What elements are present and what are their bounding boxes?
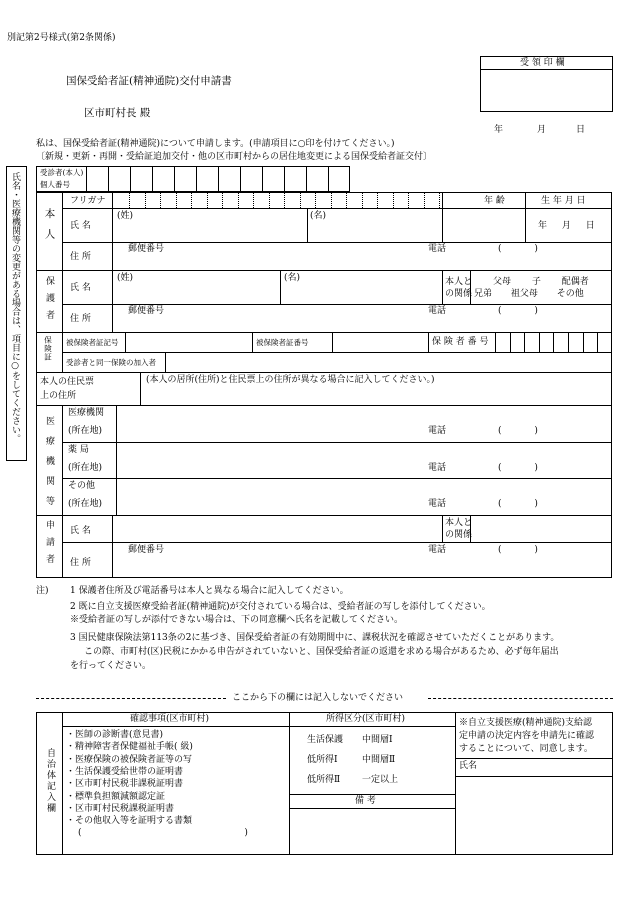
insurer-digit-divider bbox=[583, 332, 584, 352]
furigana-input[interactable] bbox=[113, 193, 441, 207]
guardian-relation-label1: 本人と bbox=[445, 277, 473, 287]
note-3: 3 国民健康保険法第113条の2に基づき、国保受給者証の有効期間中に、課税状況を確認させていただくことがあります。 bbox=[70, 633, 560, 643]
confirm-item: ・医療保険の被保険者証等の写 bbox=[66, 754, 193, 765]
office-side-label: 自治体記入欄 bbox=[45, 748, 55, 814]
medical-section-label: 医療機関等 bbox=[44, 416, 54, 516]
receipt-stamp-label: 受 領 印 欄 bbox=[520, 58, 565, 68]
insurance-card-symbol-label: 被保険者証記号 bbox=[66, 338, 119, 347]
confirm-item: ・生活保護受給世帯の証明書 bbox=[66, 766, 184, 777]
applicant-relation-label1: 本人と bbox=[445, 518, 473, 528]
guardian-postal-label: 郵便番号 bbox=[128, 306, 165, 316]
confirm-item: ・精神障害者保健福祉手帳( 級) bbox=[66, 742, 193, 753]
applicant-section-label: 申請者 bbox=[44, 520, 54, 571]
applicant-name-label: 氏 名 bbox=[70, 526, 91, 536]
medical-phone-paren[interactable]: ( ) bbox=[498, 499, 538, 509]
side-note: 氏名・医療機関等の変更がある場合は、項目に○をしてください。 bbox=[10, 172, 20, 443]
date-month: 月 bbox=[537, 125, 547, 135]
insurer-digit-divider bbox=[510, 332, 511, 352]
medical-institution-input[interactable] bbox=[117, 406, 417, 438]
medical-row-sub: (所在地) bbox=[68, 463, 103, 473]
patient-section-label: 本人 bbox=[43, 208, 56, 249]
birthdate-label: 生 年 月 日 bbox=[541, 196, 586, 206]
note-3b: この際、市町村(区)民税にかかる申告がされていないと、国保受給者証の返還を求める場合があるため、必ず毎年届出 bbox=[84, 647, 559, 657]
patient-id-label: 受診者(本人) bbox=[40, 168, 84, 177]
insurer-digit-divider bbox=[553, 332, 554, 352]
intro-text: 私は、国保受給者証(精神通院)について申請します。(申請項目に○印を付けてください。) bbox=[36, 139, 395, 149]
medical-row-sub: (所在地) bbox=[68, 499, 103, 509]
patient-address-label: 住 所 bbox=[70, 252, 91, 262]
application-options[interactable]: 〔新規・更新・再開・受給証追加交付・他の区市町村からの居住地変更による国保受給者証交付〕 bbox=[36, 152, 433, 162]
patient-mei-label: (名) bbox=[310, 211, 327, 221]
guardian-section-label: 保護者 bbox=[44, 276, 54, 327]
insurer-digit-divider bbox=[539, 332, 540, 352]
income-category[interactable]: 中間層Ⅱ bbox=[362, 755, 396, 765]
confirm-item: ・標準負担額減額認定証 bbox=[66, 791, 166, 802]
patient-phone-paren[interactable]: ( ) bbox=[498, 244, 538, 254]
date-day: 日 bbox=[576, 125, 586, 135]
applicant-relation-label2: の関係 bbox=[445, 530, 473, 540]
guardian-relation-label2: の関係 bbox=[445, 289, 473, 299]
medical-row-label: 医療機関 bbox=[68, 408, 105, 418]
patient-phone-label: 電話 bbox=[428, 244, 447, 254]
guardian-mei-label: (名) bbox=[284, 273, 301, 283]
consent-name-label: 氏名 bbox=[459, 761, 478, 771]
note-3c: を行ってください。 bbox=[70, 661, 152, 671]
insurance-section-label: 保険証 bbox=[43, 336, 53, 362]
medical-row-sub: (所在地) bbox=[68, 426, 103, 436]
notes-prefix: 注) bbox=[36, 586, 49, 596]
applicant-phone-label: 電話 bbox=[428, 545, 447, 555]
medical-phone-label: 電話 bbox=[428, 499, 447, 509]
note-1: 1 保護者住所及び電話番号は本人と異なる場合に記入してください。 bbox=[70, 586, 349, 596]
medical-institution-input[interactable] bbox=[117, 443, 417, 475]
medical-row-label: 薬 局 bbox=[68, 445, 89, 455]
addressee: 区市町村長 殿 bbox=[84, 107, 151, 119]
consent-line2: 定申請の決定内容を申請先に確認 bbox=[459, 731, 595, 741]
age-input[interactable] bbox=[443, 209, 524, 241]
furigana-label: フリガナ bbox=[70, 196, 106, 206]
form-id: 別記第2号様式(第2条関係) bbox=[7, 33, 116, 43]
medical-institution-input[interactable] bbox=[117, 479, 417, 511]
note-2b: ※受給者証の写しが添付できない場合は、下の同意欄へ氏名を記載してください。 bbox=[70, 615, 404, 625]
date-year: 年 bbox=[494, 125, 504, 135]
patient-name-label: 氏 名 bbox=[70, 221, 91, 231]
resident-address-label1: 本人の住民票 bbox=[40, 377, 95, 387]
note-2: 2 既に自立支援医療受給者証(精神通院)が交付されている場合は、受給者証の写しを添付してください。 bbox=[70, 602, 491, 612]
guardian-name-label: 氏 名 bbox=[70, 283, 91, 293]
insurer-digit-divider bbox=[597, 332, 598, 352]
individual-number-input[interactable] bbox=[87, 167, 349, 191]
age-label: 年 齢 bbox=[484, 196, 505, 206]
medical-row-label: その他 bbox=[68, 481, 96, 491]
insurer-number-label: 保 険 者 番 号 bbox=[432, 337, 489, 347]
consent-line1: ※自立支援医療(精神通院)支給認 bbox=[459, 718, 593, 728]
confirm-header: 確認事項(区市町村) bbox=[130, 714, 210, 724]
resident-address-label2: 上の住所 bbox=[40, 391, 77, 401]
insurer-digit-divider bbox=[568, 332, 569, 352]
cutline-left bbox=[36, 698, 226, 699]
insurance-card-number-label: 被保険者証番号 bbox=[256, 338, 309, 347]
income-category[interactable]: 低所得Ⅰ bbox=[307, 755, 338, 765]
patient-sei-label: (姓) bbox=[117, 211, 134, 221]
confirm-item: ・区市町村民税非課税証明書 bbox=[66, 779, 184, 790]
form-title: 国保受給者証(精神通院)交付申請書 bbox=[66, 75, 232, 87]
guardian-address-label: 住 所 bbox=[70, 314, 91, 324]
medical-phone-paren[interactable]: ( ) bbox=[498, 426, 538, 436]
guardian-phone-paren[interactable]: ( ) bbox=[498, 306, 538, 316]
confirm-item: ・その他収入等を証明する書類 bbox=[66, 816, 193, 827]
confirm-item: ( ) bbox=[78, 828, 248, 839]
guardian-relation-options1[interactable]: 父母 子 配偶者 bbox=[493, 277, 589, 287]
income-header: 所得区分(区市町村) bbox=[326, 714, 406, 724]
confirm-item: ・医師の診断書(意見書) bbox=[66, 730, 164, 740]
guardian-sei-label: (姓) bbox=[117, 273, 134, 283]
remarks-label: 備 考 bbox=[355, 796, 376, 806]
guardian-relation-options2[interactable]: 兄弟 祖父母 その他 bbox=[474, 289, 584, 299]
applicant-address-label: 住 所 bbox=[70, 558, 91, 568]
cutline-right bbox=[428, 698, 613, 699]
medical-phone-label: 電話 bbox=[428, 426, 447, 436]
income-category[interactable]: 一定以上 bbox=[362, 775, 399, 785]
medical-phone-label: 電話 bbox=[428, 463, 447, 473]
insurer-digit-divider bbox=[524, 332, 525, 352]
income-category[interactable]: 低所得Ⅱ bbox=[307, 775, 341, 785]
applicant-phone-paren[interactable]: ( ) bbox=[498, 545, 538, 555]
consent-line3: することについて、同意します。 bbox=[459, 744, 593, 754]
income-category[interactable]: 中間層Ⅰ bbox=[362, 735, 393, 745]
guardian-phone-label: 電話 bbox=[428, 306, 447, 316]
confirm-item: ・区市町村民税課税証明書 bbox=[66, 803, 175, 814]
resident-address-note: (本人の居所(住所)と住民票上の住所が異なる場合に記入してください。) bbox=[146, 375, 435, 385]
medical-phone-paren[interactable]: ( ) bbox=[498, 463, 538, 473]
patient-postal-label: 郵便番号 bbox=[128, 244, 165, 254]
cutline-text: ここから下の欄には記入しないでください bbox=[232, 693, 404, 703]
same-insurance-label: 受診者と同一保険の加入者 bbox=[66, 358, 156, 367]
income-category[interactable]: 生活保護 bbox=[307, 735, 344, 745]
birthdate-fields: 年 月 日 bbox=[538, 221, 595, 231]
individual-number-label: 個人番号 bbox=[40, 180, 70, 189]
applicant-postal-label: 郵便番号 bbox=[128, 545, 165, 555]
